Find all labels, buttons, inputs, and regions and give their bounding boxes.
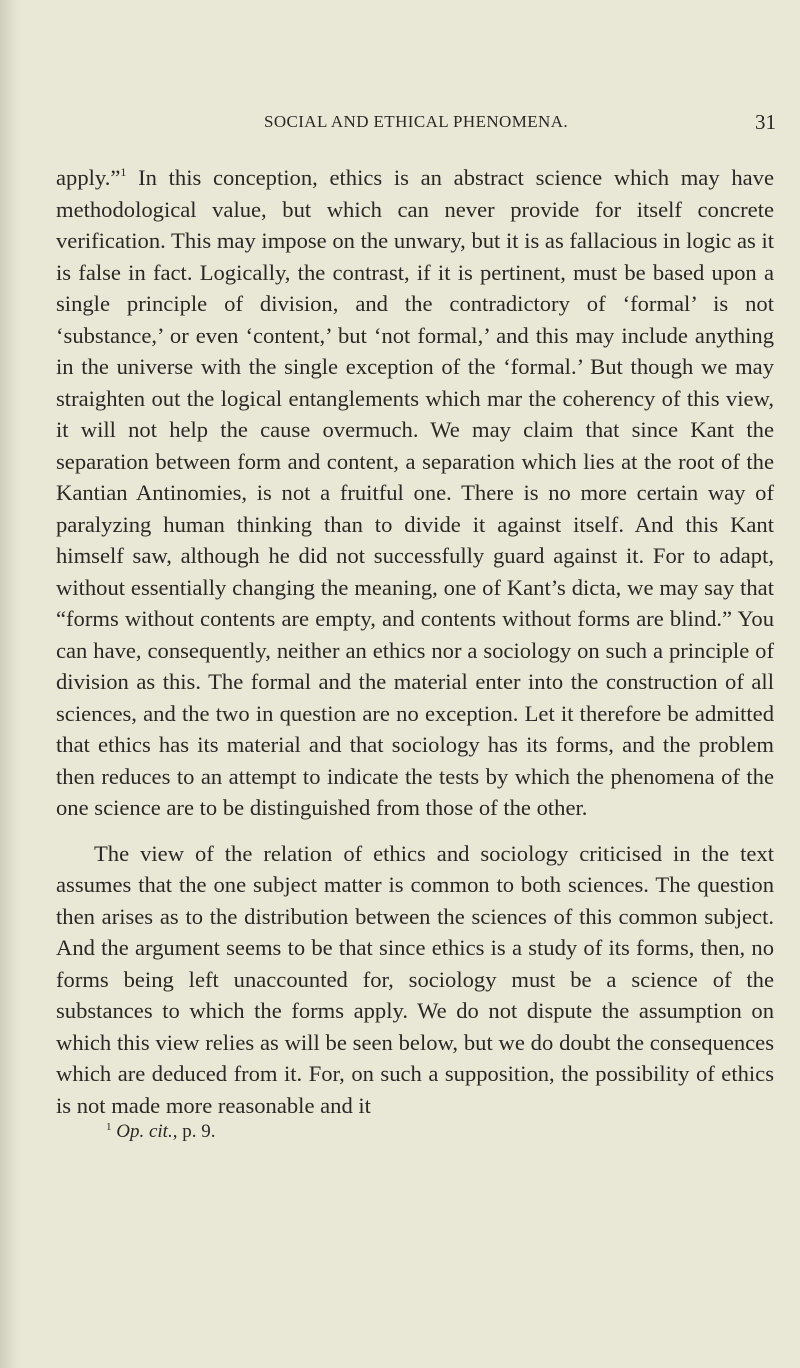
paragraph-1	[56, 162, 774, 824]
paragraph-1-text: In this conception, ethics is an abstract science which may have methodological value, but which can never provide for itself concrete verification. This may impose on the unwary, but it is as fallacious in logic as it is false in fact. Logically, the contrast, if it is pertinent, must be based upon a single principle of division, and the contradictory of ‘formal’ is not ‘substance,’ or even ‘content,’ but ‘not formal,’ and this may include anything in the universe with the single exception of the ‘formal.’ But though we may straighten out the logical entanglements which mar the coherency of this view, it will not help the cause overmuch. We may claim that since Kant the separation between form and content, a separation which lies at the root of the Kantian Antinomies, is not a fruitful one. There is no more certain way of paralyzing human thinking than to divide it against itself. And this Kant himself saw, although he did not successfully guard against it. For to adapt, without essentially changing the meaning, one of Kant’s dicta, we may say that “forms without contents are empty, and contents without forms are blind.” You can have, consequently, neither an ethics nor a sociology on such a principle of division as this. The formal and the material enter into the construction of all sciences, and the two in question are no exception. Let it therefore be admitted that ethics has its material and that sociology has its forms, and the problem then reduces to an attempt to indicate the tests by which the phenomena of the one science are to be distinguished from those of the other.	[56, 165, 774, 820]
running-head	[56, 112, 776, 138]
footnote	[106, 1121, 215, 1143]
footnote-citation: Op. cit.	[116, 1121, 173, 1142]
footnote-marker: 1	[106, 1121, 112, 1133]
body-text	[56, 162, 774, 1121]
paragraph-2-text: The view of the relation of ethics and sociology criticised in the text assumes that the one subject matter is common to both sciences. The question then arises as to the distribution between the sciences of this common subject. And the argument seems to be that since ethics is a study of its forms, then, no forms being left unaccounted for, sociology must be a science of the substances to which the forms apply. We do not dispute the assumption on which this view relies as will be seen below, but we do doubt the consequences which are deduced from it. For, on such a supposition, the possibility of ethics is not made more reasonable and it	[56, 840, 774, 1118]
paragraph-2	[56, 838, 774, 1122]
footnote-reference: 1	[120, 165, 127, 179]
page-edge-shadow	[0, 0, 22, 1368]
paragraph-1-opening: apply.”	[56, 165, 121, 190]
page-number: 31	[755, 110, 776, 134]
running-title: SOCIAL AND ETHICAL PHENOMENA.	[263, 112, 569, 131]
footnote-page-ref: , p. 9.	[172, 1121, 216, 1142]
